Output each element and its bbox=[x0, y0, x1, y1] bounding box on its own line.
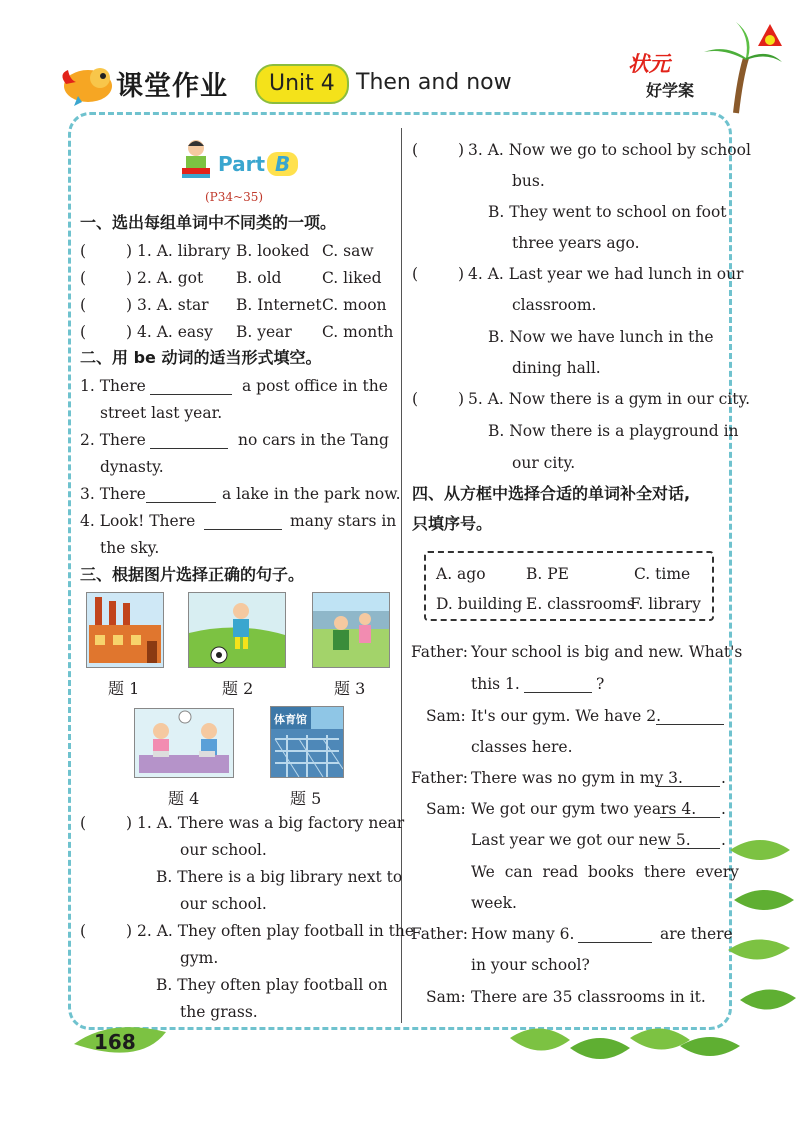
page-range: (P34~35) bbox=[205, 190, 264, 204]
speaker-label: Father: bbox=[411, 769, 468, 787]
q3-option-a: 3. A. Now we go to school by school bbox=[468, 141, 751, 159]
answer-paren-close: ) bbox=[126, 922, 133, 940]
dialogue-line-tail: ? bbox=[596, 675, 605, 693]
q1-option-a: 1. A. There was a big factory near bbox=[137, 814, 405, 832]
column-divider bbox=[401, 128, 402, 1023]
option-b: B. year bbox=[236, 323, 292, 341]
answer-paren-open[interactable]: ( bbox=[80, 242, 87, 260]
dialogue-line: We got our gym two years 4. bbox=[471, 800, 697, 818]
brand-tagline: 好学案 bbox=[646, 81, 695, 100]
answer-paren-open[interactable]: ( bbox=[412, 390, 419, 408]
palm-tree-icon bbox=[696, 18, 800, 118]
football-grass-illustration bbox=[189, 593, 285, 667]
header-title: 课堂作业 bbox=[116, 71, 228, 102]
answer-paren-close: ) bbox=[458, 141, 465, 159]
answer-paren-close: ) bbox=[126, 242, 133, 260]
answer-paren-open[interactable]: ( bbox=[80, 323, 87, 341]
dialogue-line: We can read books there every bbox=[471, 863, 739, 881]
q2-text-start: 2. There bbox=[80, 431, 146, 449]
speaker-label: Sam: bbox=[426, 707, 466, 725]
option-c: C. liked bbox=[322, 269, 382, 287]
part-letter: B bbox=[267, 152, 298, 176]
dialogue-blank-5[interactable] bbox=[658, 834, 720, 849]
option-b: B. old bbox=[236, 269, 282, 287]
dialogue-line: Last year we got our new 5. bbox=[471, 831, 691, 849]
q2-text-cont: dynasty. bbox=[100, 458, 164, 476]
walking-illustration bbox=[313, 593, 389, 667]
factory-illustration bbox=[87, 593, 163, 667]
brand-name: 状元 bbox=[628, 52, 670, 76]
dialogue-line: How many 6. bbox=[471, 925, 575, 943]
option-c: C. saw bbox=[322, 242, 374, 260]
q2-option-a: 2. A. They often play football in the bbox=[137, 922, 415, 940]
dragon-mascot-icon bbox=[58, 56, 120, 108]
word-option-f: F. library bbox=[630, 595, 701, 613]
word-option-b: B. PE bbox=[526, 565, 569, 583]
option-a: 2. A. got bbox=[137, 269, 204, 287]
dialogue-blank-6[interactable] bbox=[578, 928, 652, 943]
q2-option-b: B. They often play football on bbox=[156, 976, 388, 994]
q1-text-cont: street last year. bbox=[100, 404, 223, 422]
unit-subtitle: Then and now bbox=[356, 70, 512, 95]
dialogue-line: There was no gym in my 3. bbox=[471, 769, 683, 787]
q1-text-end: a post office in the bbox=[242, 377, 388, 395]
picture-dining-hall bbox=[134, 708, 234, 778]
answer-paren-open[interactable]: ( bbox=[80, 269, 87, 287]
q4-option-b: B. Now we have lunch in the bbox=[488, 328, 714, 346]
leaves-decoration-icon bbox=[720, 830, 800, 1030]
fill-blank-2[interactable] bbox=[150, 434, 228, 449]
option-c: C. moon bbox=[322, 296, 387, 314]
answer-paren-open[interactable]: ( bbox=[412, 141, 419, 159]
picture-walking-to-school bbox=[312, 592, 390, 668]
q1-option-a-cont: our school. bbox=[180, 841, 267, 859]
part-word: Part bbox=[218, 152, 266, 176]
q2-text-end: no cars in the Tang bbox=[238, 431, 389, 449]
dialogue-blank-2[interactable] bbox=[656, 710, 724, 725]
unit-badge: Unit 4 bbox=[255, 64, 349, 104]
answer-paren-close: ) bbox=[126, 323, 133, 341]
dialogue-line: It's our gym. We have 2. bbox=[471, 707, 662, 725]
caption-2: 题 2 bbox=[222, 679, 254, 698]
picture-football-grass bbox=[188, 592, 286, 668]
answer-paren-open[interactable]: ( bbox=[80, 296, 87, 314]
section3-title: 三、根据图片选择正确的句子。 bbox=[80, 565, 305, 584]
speaker-label: Father: bbox=[411, 643, 468, 661]
word-option-c: C. time bbox=[634, 565, 691, 583]
q3-text-end: a lake in the park now. bbox=[222, 485, 401, 503]
page-header bbox=[0, 0, 800, 115]
fill-blank-1[interactable] bbox=[150, 380, 232, 395]
q5-option-b-cont: our city. bbox=[512, 454, 576, 472]
q1-option-b: B. There is a big library next to bbox=[156, 868, 403, 886]
picture-gym bbox=[270, 706, 344, 778]
q2-option-b-cont: the grass. bbox=[180, 1003, 258, 1021]
dialogue-line: There are 35 classrooms in it. bbox=[471, 988, 706, 1006]
answer-paren-close: ) bbox=[458, 265, 465, 283]
word-option-d: D. building bbox=[436, 595, 523, 613]
dialogue-line-tail: are there bbox=[660, 925, 733, 943]
answer-paren-close: ) bbox=[458, 390, 465, 408]
option-b: B. looked bbox=[236, 242, 310, 260]
answer-paren-close: ) bbox=[126, 814, 133, 832]
part-label bbox=[218, 152, 298, 176]
q4-option-a-cont: classroom. bbox=[512, 296, 597, 314]
dialogue-line-tail: . bbox=[721, 769, 726, 787]
dialogue-blank-1[interactable] bbox=[524, 678, 592, 693]
answer-paren-close: ) bbox=[126, 296, 133, 314]
dining-illustration bbox=[135, 709, 233, 777]
q4-option-a: 4. A. Last year we had lunch in our bbox=[468, 265, 744, 283]
speaker-label: Sam: bbox=[426, 800, 466, 818]
caption-5: 题 5 bbox=[290, 789, 322, 808]
option-a: 4. A. easy bbox=[137, 323, 213, 341]
section4-title-cont: 只填序号。 bbox=[412, 514, 493, 533]
q4-text-end: many stars in bbox=[290, 512, 397, 530]
answer-paren-open[interactable]: ( bbox=[412, 265, 419, 283]
bottom-leaves-icon bbox=[510, 1018, 740, 1078]
page-number: 168 bbox=[94, 1030, 136, 1054]
fill-blank-3[interactable] bbox=[146, 488, 216, 503]
dialogue-line: classes here. bbox=[471, 738, 573, 756]
q1-option-b-cont: our school. bbox=[180, 895, 267, 913]
dialogue-blank-4[interactable] bbox=[660, 803, 720, 818]
dialogue-line: week. bbox=[471, 894, 517, 912]
option-a: 3. A. star bbox=[137, 296, 209, 314]
option-b: B. Internet bbox=[236, 296, 322, 314]
dialogue-line-tail: . bbox=[721, 831, 726, 849]
q5-option-a: 5. A. Now there is a gym in our city. bbox=[468, 390, 751, 408]
dialogue-line-tail: . bbox=[721, 800, 726, 818]
caption-4: 题 4 bbox=[168, 789, 200, 808]
q4-text-start: 4. Look! There bbox=[80, 512, 196, 530]
word-option-a: A. ago bbox=[436, 565, 486, 583]
dialogue-line: this 1. bbox=[471, 675, 520, 693]
section2-title: 二、用 be 动词的适当形式填空。 bbox=[80, 348, 322, 367]
fill-blank-4[interactable] bbox=[204, 515, 282, 530]
section1-title: 一、选出每组单词中不同类的一项。 bbox=[80, 213, 337, 232]
answer-paren-open[interactable]: ( bbox=[80, 922, 87, 940]
dialogue-line: Your school is big and new. What's bbox=[471, 643, 743, 661]
q3-option-a-cont: bus. bbox=[512, 172, 545, 190]
option-a: 1. A. library bbox=[137, 242, 231, 260]
section4-title: 四、从方框中选择合适的单词补全对话, bbox=[412, 484, 691, 503]
q5-option-b: B. Now there is a playground in bbox=[488, 422, 739, 440]
dialogue-line: in your school? bbox=[471, 956, 590, 974]
q4-text-cont: the sky. bbox=[100, 539, 160, 557]
dialogue-blank-3[interactable] bbox=[656, 772, 720, 787]
caption-3: 题 3 bbox=[334, 679, 366, 698]
gym-sign: 体育馆 bbox=[274, 713, 307, 726]
caption-1: 题 1 bbox=[108, 679, 140, 698]
q2-option-a-cont: gym. bbox=[180, 949, 219, 967]
q4-option-b-cont: dining hall. bbox=[512, 359, 601, 377]
speaker-label: Father: bbox=[411, 925, 468, 943]
answer-paren-close: ) bbox=[126, 269, 133, 287]
option-c: C. month bbox=[322, 323, 394, 341]
speaker-label: Sam: bbox=[426, 988, 466, 1006]
q3-option-b: B. They went to school on foot bbox=[488, 203, 727, 221]
word-option-e: E. classrooms bbox=[526, 595, 635, 613]
q3-text-start: 3. There bbox=[80, 485, 146, 503]
picture-factory bbox=[86, 592, 164, 668]
q1-text-start: 1. There bbox=[80, 377, 146, 395]
q3-option-b-cont: three years ago. bbox=[512, 234, 640, 252]
answer-paren-open[interactable]: ( bbox=[80, 814, 87, 832]
student-reading-icon bbox=[178, 138, 214, 180]
